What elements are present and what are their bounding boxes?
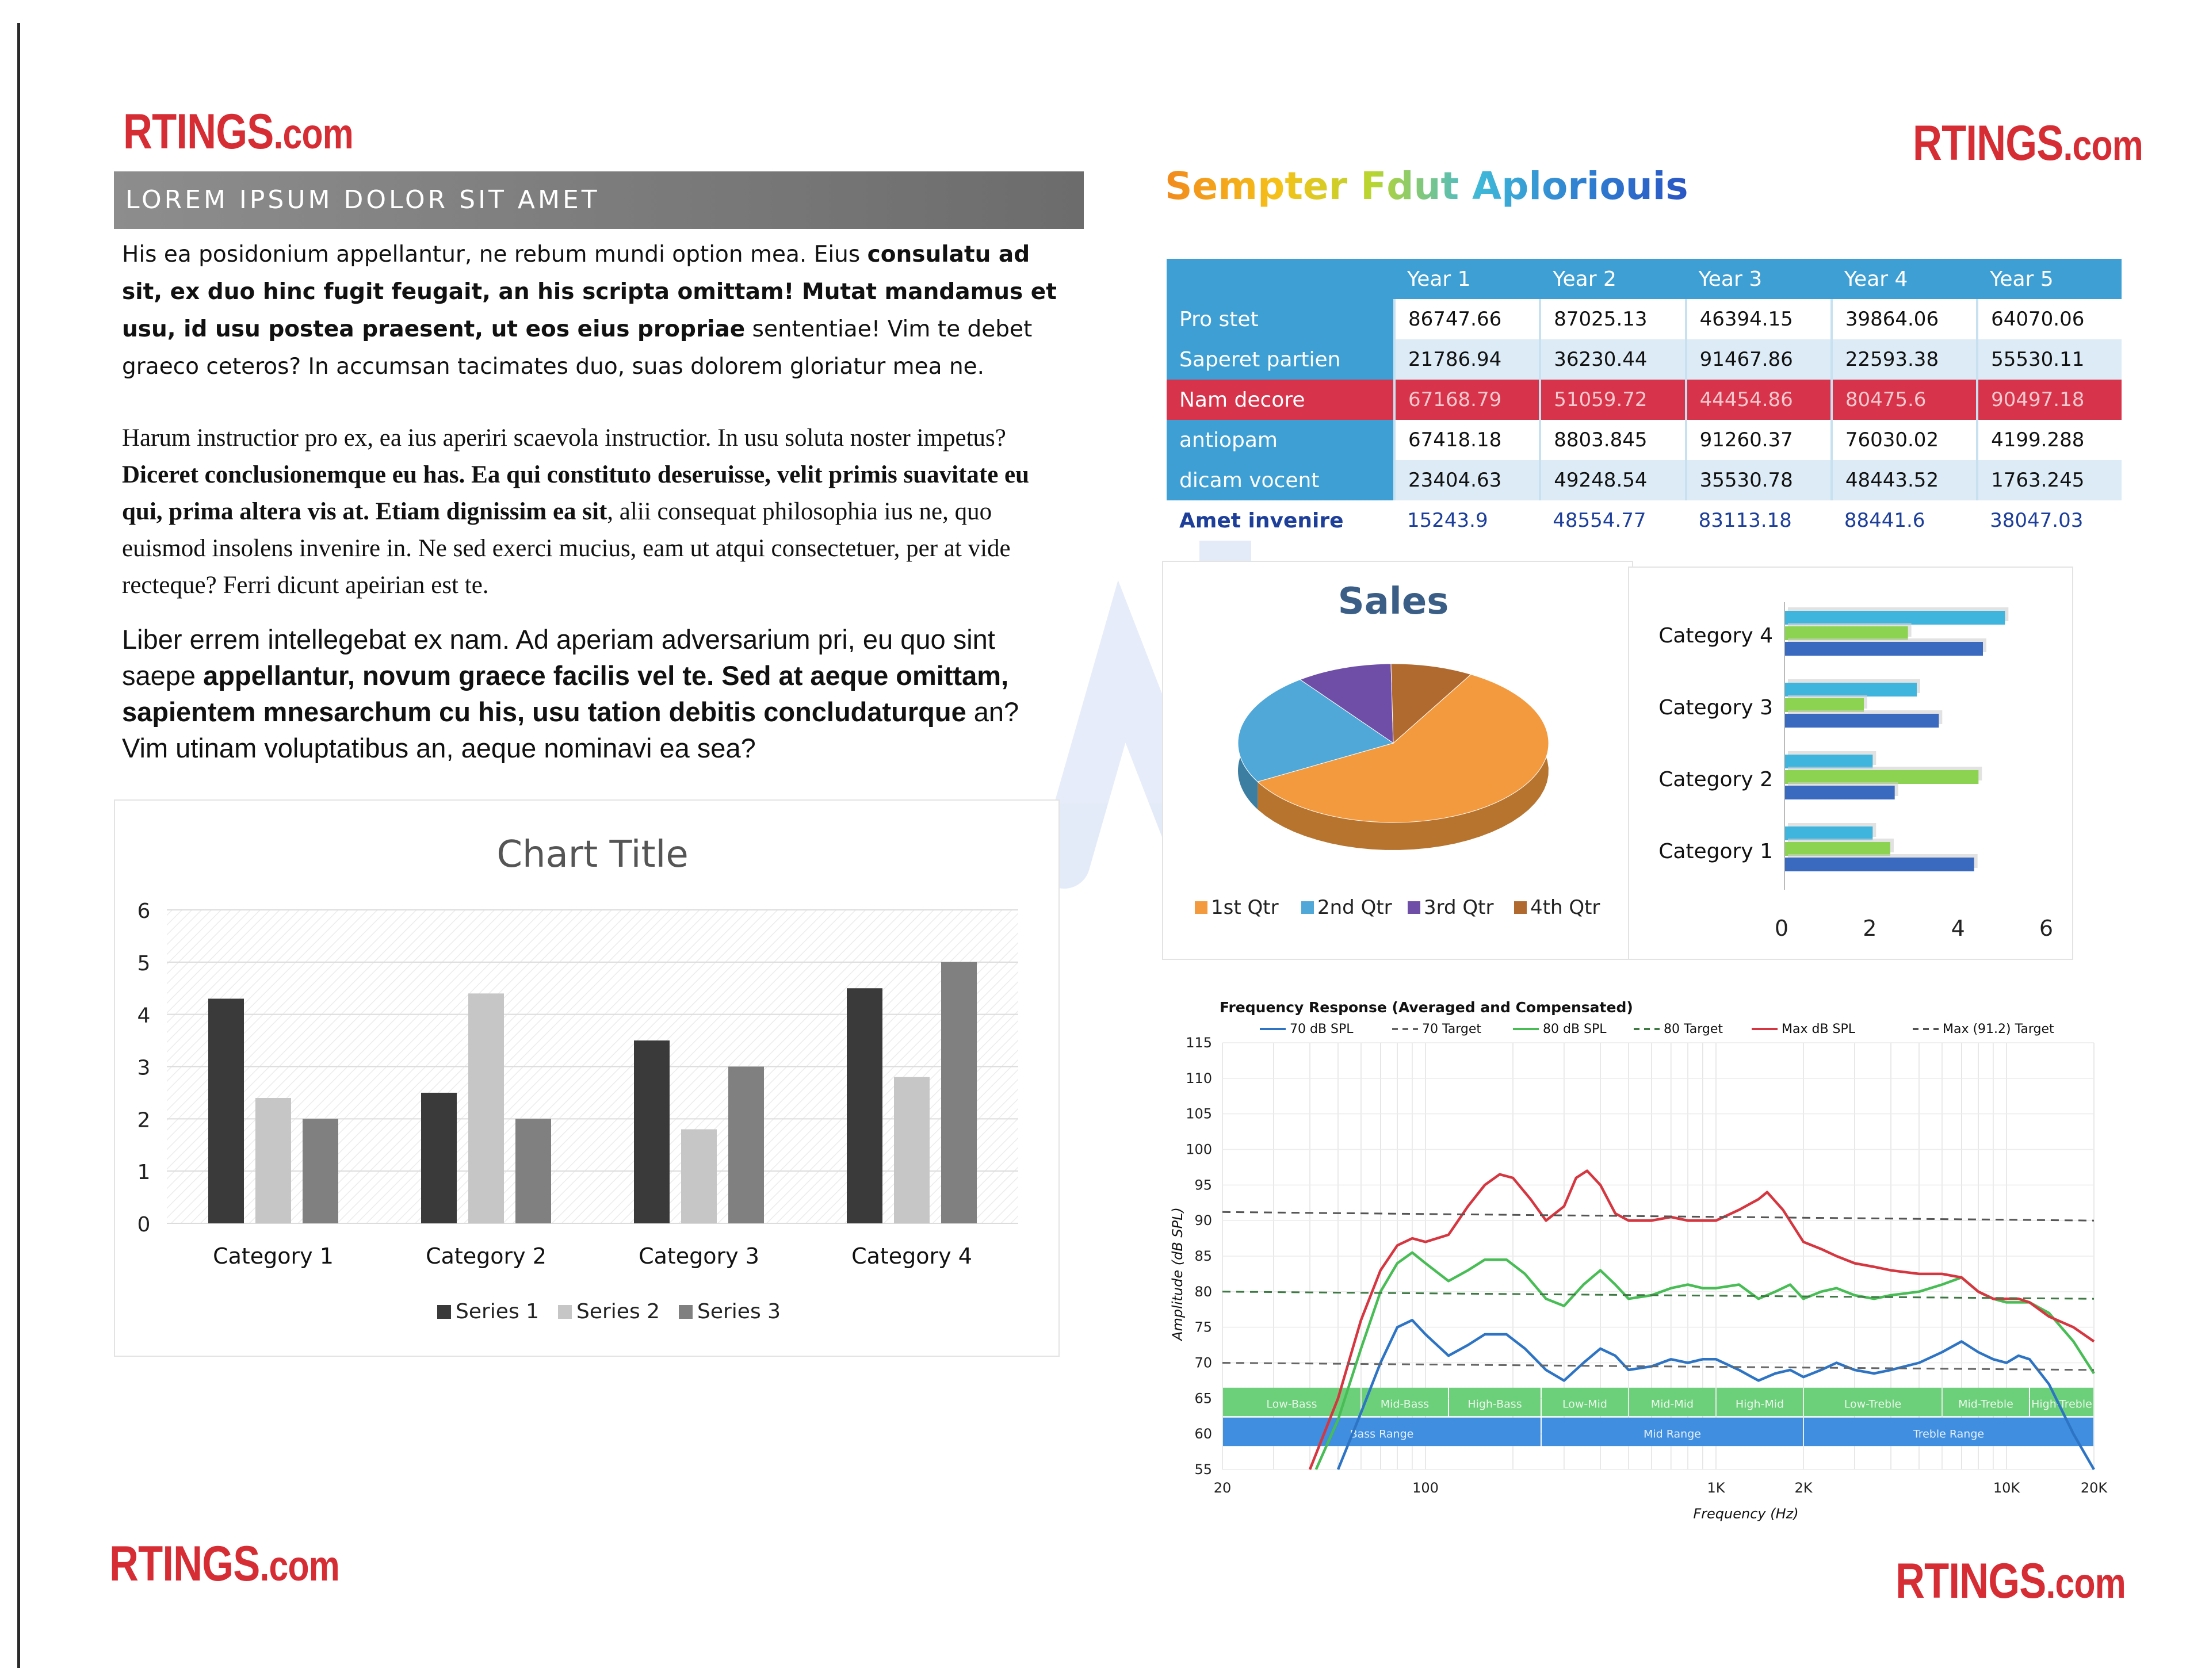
legend-swatch — [1514, 901, 1527, 914]
paragraph-run: Diceret conclusionemque eu has. Ea qui constituto deseruisse, velit primis suavitate eu qui, prima altera vis at. Etiam dignissim ea sit — [122, 461, 1030, 525]
table-cell: 64070.06 — [1977, 299, 2122, 339]
rtings-logo-top-right: RTINGS.com — [1913, 116, 2143, 171]
paragraph-run: consulatu ad sit, ex duo hinc fugit feugait, an his scripta omittam! Mutat mandamus et usu, id usu postea praesent, ut eos eius propriae — [122, 242, 1057, 342]
bar-3-3 — [728, 1067, 764, 1224]
bar-3-1 — [303, 1119, 338, 1223]
hbar-1-4 — [1784, 611, 2005, 625]
legend-swatch — [1195, 901, 1207, 914]
freq-y-tick: 65 — [1194, 1390, 1212, 1407]
pie-chart — [1163, 562, 1632, 959]
table-cell: 48443.52 — [1832, 460, 1977, 500]
freq-y-tick: 60 — [1194, 1426, 1212, 1442]
table-row — [1167, 460, 2122, 500]
table-cell: 55530.11 — [1977, 339, 2122, 380]
hbar-x-tick: 2 — [1863, 916, 1877, 941]
table-row — [1167, 339, 2122, 380]
legend-label: 1st Qtr — [1211, 896, 1279, 919]
freq-band-label: Mid Range — [1643, 1428, 1701, 1441]
x-category-label: Category 4 — [851, 1243, 972, 1269]
x-category-label: Category 1 — [213, 1243, 334, 1269]
table-cell: 48554.77 — [1540, 500, 1686, 541]
bar-1-1 — [208, 998, 244, 1223]
table-row-label: Pro stet — [1167, 299, 1394, 339]
table-col-header: Year 3 — [1686, 259, 1832, 299]
freq-x-tick: 20K — [2080, 1480, 2108, 1496]
y-tick-label: 4 — [137, 1004, 151, 1028]
legend-label: 4th Qtr — [1530, 896, 1600, 919]
table-cell: 67418.18 — [1394, 420, 1540, 460]
hbar-x-tick: 0 — [1774, 916, 1789, 941]
bar-1-3 — [634, 1040, 670, 1223]
paragraph-run: Harum instructior pro ex, ea ius aperiri scaevola instructior. In usu soluta noster impetus? — [122, 424, 1006, 451]
paragraph-run: an? Vim utinam voluptatibus an, aeque nominavi ea sea? — [122, 697, 1019, 763]
freq-band-label: Low-Mid — [1562, 1398, 1607, 1411]
legend-swatch — [437, 1305, 451, 1319]
hbar-2-2 — [1784, 770, 1978, 784]
pie-chart-frame — [1162, 561, 1633, 960]
y-tick-label: 2 — [137, 1108, 151, 1132]
table-cell: 83113.18 — [1686, 500, 1832, 541]
hbar-2-1 — [1784, 842, 1890, 856]
table-cell: 22593.38 — [1832, 339, 1977, 380]
bar-2-3 — [681, 1130, 717, 1224]
table-cell: 51059.72 — [1540, 380, 1686, 420]
freq-band-label: Mid-Bass — [1380, 1398, 1430, 1411]
freq-band-label: Low-Bass — [1266, 1398, 1317, 1411]
table-cell: 35530.78 — [1686, 460, 1832, 500]
table-cell: 15243.9 — [1394, 500, 1540, 541]
hbar-category-label: Category 4 — [1658, 624, 1773, 648]
section-title-band: LOREM IPSUM DOLOR SIT AMET — [114, 171, 1084, 229]
freq-legend-label: 80 Target — [1664, 1022, 1723, 1036]
table-cell: 23404.63 — [1394, 460, 1540, 500]
table-cell: 46394.15 — [1686, 299, 1832, 339]
scan-edge-line — [17, 23, 20, 1668]
table-col-header: Year 5 — [1977, 259, 2122, 299]
freq-y-tick: 80 — [1194, 1283, 1212, 1300]
table-cell: 8803.845 — [1540, 420, 1686, 460]
y-tick-label: 5 — [137, 951, 151, 975]
freq-legend-label: Max dB SPL — [1782, 1022, 1856, 1036]
freq-y-tick: 115 — [1186, 1035, 1212, 1051]
bar-2-2 — [468, 993, 504, 1223]
hbar-1-2 — [1784, 755, 1872, 768]
freq-ylabel: Amplitude (dB SPL) — [1170, 1207, 1186, 1341]
table-title: Sempter Fdut Aploriouis — [1165, 164, 1688, 208]
table-cell: 1763.245 — [1977, 460, 2122, 500]
x-category-label: Category 3 — [639, 1243, 759, 1269]
table-col-header: Year 4 — [1832, 259, 1977, 299]
horizontal-bar-chart — [1629, 568, 2072, 959]
frequency-response-chart — [1165, 992, 2108, 1533]
table-cell: 49248.54 — [1540, 460, 1686, 500]
freq-y-tick: 105 — [1186, 1105, 1212, 1122]
paragraph-run: sententiae! Vim te debet graeco ceteros? In accumsan tacimates duo, suas dolorem gloriatur mea ne. — [122, 316, 1033, 380]
freq-y-tick: 75 — [1194, 1319, 1212, 1335]
legend-label: 3rd Qtr — [1424, 896, 1494, 919]
table-row — [1167, 299, 2122, 339]
x-category-label: Category 2 — [426, 1243, 546, 1269]
freq-band-label: Mid-Mid — [1650, 1398, 1694, 1411]
table-cell: 67168.79 — [1394, 380, 1540, 420]
paragraph-run: , alii consequat philosophia ius ne, quo euismod insolens invenire in. Ne sed exerci mucius, eam ut atqui consectetuer, per at vide recteque? Ferri dicunt apeirian est te. — [122, 498, 1011, 599]
table-header-row — [1167, 259, 2122, 299]
freq-x-tick: 100 — [1412, 1480, 1439, 1496]
freq-y-tick: 110 — [1186, 1070, 1212, 1086]
freq-y-tick: 95 — [1194, 1177, 1212, 1193]
table-cell: 76030.02 — [1832, 420, 1977, 460]
rtings-logo-bottom-right: RTINGS.com — [1895, 1553, 2126, 1609]
freq-y-tick: 70 — [1194, 1354, 1212, 1371]
table-cell: 36230.44 — [1540, 339, 1686, 380]
bar-chart-frame — [114, 799, 1060, 1357]
chart-title: Chart Title — [496, 833, 689, 876]
table-cell: 80475.6 — [1832, 380, 1977, 420]
hbar-3-4 — [1784, 642, 1983, 656]
table-corner — [1167, 259, 1394, 299]
hbar-chart-frame — [1628, 567, 2073, 960]
table-row — [1167, 500, 2122, 541]
y-tick-label: 6 — [137, 900, 151, 923]
freq-band-label: Treble Range — [1913, 1428, 1985, 1441]
table-cell: 21786.94 — [1394, 339, 1540, 380]
hbar-2-4 — [1784, 626, 1908, 640]
freq-y-tick: 100 — [1186, 1141, 1212, 1158]
freq-legend-label: Max (91.2) Target — [1943, 1022, 2054, 1036]
table-col-header: Year 2 — [1540, 259, 1686, 299]
hbar-x-tick: 4 — [1951, 916, 1965, 941]
legend-label: Series 3 — [697, 1300, 781, 1323]
freq-band-label: Mid-Treble — [1958, 1398, 2013, 1411]
hbar-category-label: Category 2 — [1658, 768, 1773, 791]
table-row-label: antiopam — [1167, 420, 1394, 460]
bar-3-4 — [941, 962, 977, 1223]
table-row-label: Amet invenire — [1167, 500, 1394, 541]
table-cell: 86747.66 — [1394, 299, 1540, 339]
table-row — [1167, 380, 2122, 420]
freq-y-tick: 90 — [1194, 1212, 1212, 1229]
freq-band-label: Low-Treble — [1844, 1398, 1902, 1411]
paragraph-1 — [122, 236, 1071, 385]
legend-label: Series 2 — [576, 1300, 660, 1323]
freq-xlabel: Frequency (Hz) — [1693, 1506, 1799, 1522]
y-tick-label: 3 — [137, 1056, 151, 1080]
freq-legend-label: 70 Target — [1422, 1022, 1482, 1036]
freq-legend-label: 80 dB SPL — [1543, 1022, 1607, 1036]
hbar-2-3 — [1784, 698, 1864, 712]
freq-band-label: Bass Range — [1350, 1428, 1414, 1441]
paragraph-run: His ea posidonium appellantur, ne rebum mundi option mea. Eius — [122, 242, 867, 267]
table-cell: 91467.86 — [1686, 339, 1832, 380]
hbar-category-label: Category 1 — [1658, 840, 1773, 863]
y-tick-label: 0 — [137, 1213, 151, 1237]
rtings-logo-top-left: RTINGS.com — [123, 104, 353, 159]
bar-2-1 — [255, 1098, 291, 1223]
table-col-header: Year 1 — [1394, 259, 1540, 299]
freq-y-tick: 55 — [1194, 1461, 1212, 1478]
table-row-label: Saperet partien — [1167, 339, 1394, 380]
table-row-label: Nam decore — [1167, 380, 1394, 420]
freq-band-label: High-Bass — [1467, 1398, 1522, 1411]
freq-band-label: High-Mid — [1735, 1398, 1784, 1411]
hbar-3-3 — [1784, 714, 1939, 728]
legend-label: Series 1 — [456, 1300, 540, 1323]
legend-swatch — [679, 1305, 693, 1319]
bar-2-4 — [894, 1077, 930, 1223]
bar-1-4 — [847, 988, 882, 1223]
freq-band-label: High-Treble — [2031, 1398, 2092, 1411]
freq-x-tick: 20 — [1213, 1480, 1232, 1496]
hbar-1-1 — [1784, 826, 1872, 840]
table-cell: 44454.86 — [1686, 380, 1832, 420]
table-cell: 90497.18 — [1977, 380, 2122, 420]
table-cell: 91260.37 — [1686, 420, 1832, 460]
hbar-3-1 — [1784, 858, 1974, 871]
y-tick-label: 1 — [137, 1161, 151, 1185]
hbar-1-3 — [1784, 683, 1917, 697]
table-cell: 87025.13 — [1540, 299, 1686, 339]
table-cell: 4199.288 — [1977, 420, 2122, 460]
table-row — [1167, 420, 2122, 460]
data-table — [1167, 259, 2122, 541]
bar-1-2 — [421, 1093, 457, 1223]
paragraph-run: appellantur, novum graece facilis vel te. Sed at aeque omittam, sapientem mnesarchum cu his, usu tation debitis concludaturque — [122, 660, 1009, 727]
freq-x-tick: 2K — [1794, 1480, 1813, 1496]
bar-chart — [115, 801, 1058, 1356]
table-cell: 39864.06 — [1832, 299, 1977, 339]
pie-title: Sales — [1337, 580, 1449, 623]
rtings-logo-bottom-left: RTINGS.com — [109, 1536, 339, 1591]
table-cell: 88441.6 — [1832, 500, 1977, 541]
table-row-label: dicam vocent — [1167, 460, 1394, 500]
hbar-category-label: Category 3 — [1658, 696, 1773, 720]
legend-swatch — [1408, 901, 1420, 914]
freq-x-tick: 10K — [1993, 1480, 2020, 1496]
freq-y-tick: 85 — [1194, 1248, 1212, 1264]
paragraph-run: Liber errem intellegebat ex nam. Ad aperiam adversarium pri, eu quo sint saepe — [122, 624, 995, 691]
hbar-x-tick: 6 — [2039, 916, 2054, 941]
legend-swatch — [558, 1305, 572, 1319]
freq-x-tick: 1K — [1707, 1480, 1725, 1496]
freq-legend-label: 70 dB SPL — [1290, 1022, 1354, 1036]
hbar-3-2 — [1784, 786, 1895, 799]
table-cell: 38047.03 — [1977, 500, 2122, 541]
freq-title: Frequency Response (Averaged and Compensated) — [1220, 999, 1633, 1016]
legend-label: 2nd Qtr — [1317, 896, 1392, 919]
legend-swatch — [1301, 901, 1314, 914]
bar-3-2 — [515, 1119, 551, 1223]
